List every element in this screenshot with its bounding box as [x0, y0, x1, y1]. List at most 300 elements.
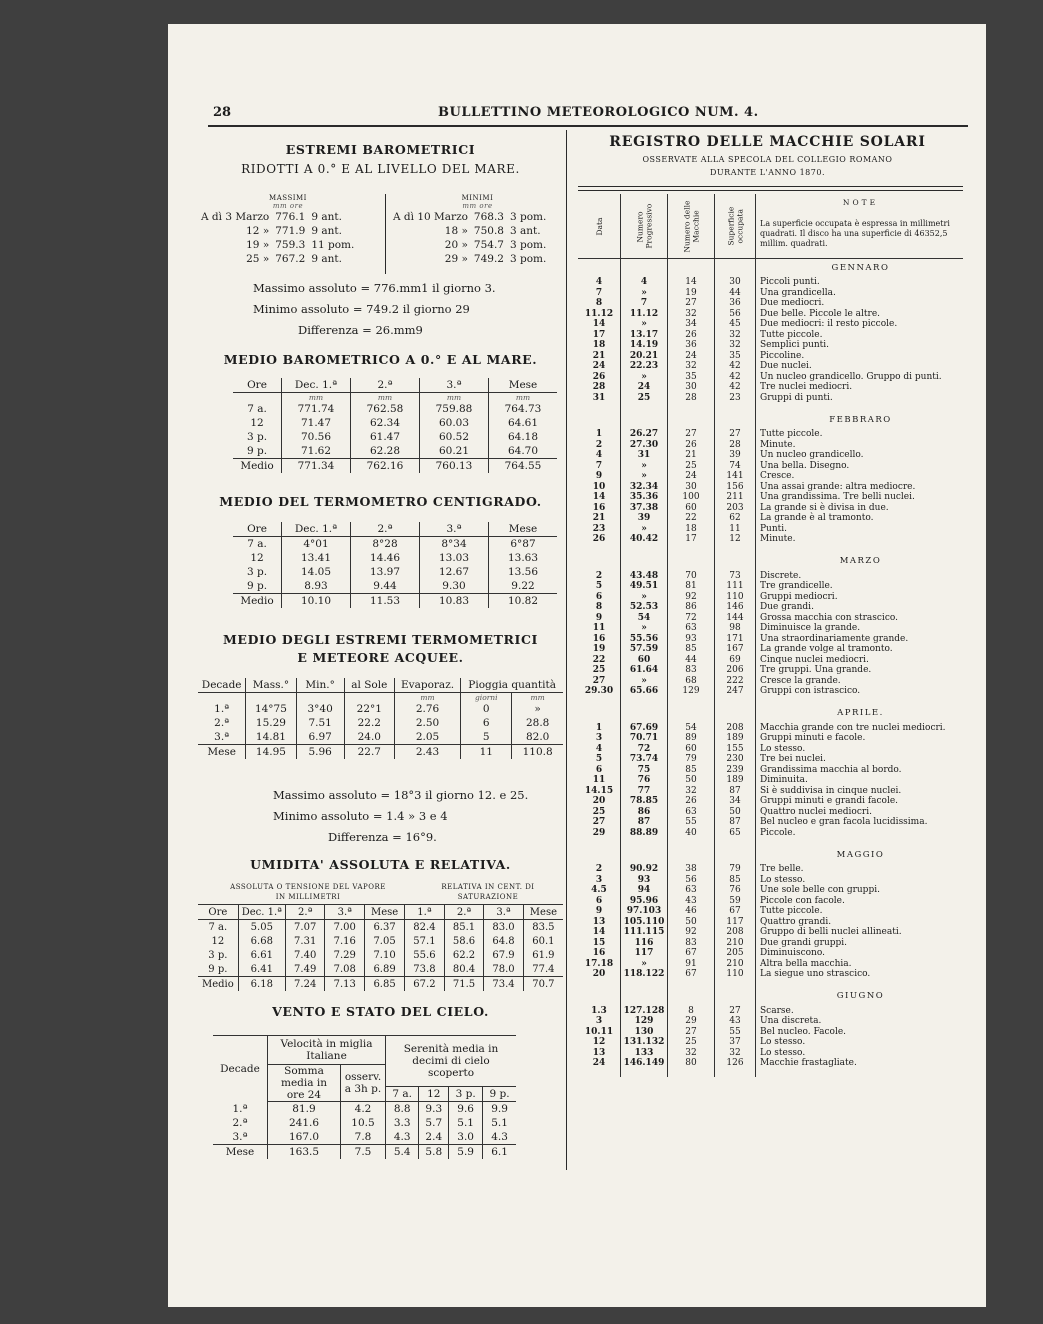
column-header: 2.ª: [351, 522, 420, 537]
unit-cell: mm: [420, 393, 489, 403]
table-cell: 62.2: [444, 948, 484, 962]
table-row: [578, 461, 963, 472]
spacer-cell: [578, 411, 621, 429]
table-cell: 4.2: [341, 1102, 386, 1117]
spacer-cell: [578, 980, 621, 988]
table-cell: 4.3: [483, 1130, 516, 1145]
table-cell: 7.31: [285, 934, 325, 948]
table-cell: »: [621, 471, 668, 482]
table-row: [578, 938, 963, 949]
table-row: [578, 613, 963, 624]
table-cell: 163.5: [268, 1145, 341, 1160]
table-row: [578, 429, 963, 440]
table-row: [578, 723, 963, 734]
table-cell: 203: [715, 503, 756, 514]
table-cell: Una straordinariamente grande.: [756, 634, 964, 645]
table-row: [233, 551, 557, 565]
unit-cell: mm: [394, 693, 460, 703]
table-row: [578, 298, 963, 309]
table-cell: 44: [715, 288, 756, 299]
extreme-day: 20 »: [444, 239, 468, 251]
table-cell: 65.66: [621, 686, 668, 697]
table-cell: »: [621, 319, 668, 330]
table-cell: 35: [715, 351, 756, 362]
table-cell: 11: [715, 524, 756, 535]
table-cell: Tre nuclei mediocri.: [756, 382, 964, 393]
table-cell: 20.21: [621, 351, 668, 362]
extreme-value: 776.1: [275, 211, 306, 223]
table-cell: 36: [715, 298, 756, 309]
spacer-cell: [715, 553, 756, 571]
table-cell: 141: [715, 471, 756, 482]
table-cell: 155: [715, 744, 756, 755]
table-cell: 83: [668, 938, 715, 949]
table-cell: 58.6: [444, 934, 484, 948]
table-cell: 29.30: [584, 686, 614, 696]
table-cell: 57.1: [405, 934, 445, 948]
spacer-cell: [578, 705, 621, 723]
table-row: [578, 665, 963, 676]
table-cell: 4: [621, 277, 668, 288]
table-cell: 7.51: [296, 716, 344, 730]
table-cell: 27: [668, 1027, 715, 1038]
table-cell: 9.22: [489, 579, 558, 594]
table-cell: 71.47: [282, 416, 351, 430]
table-cell: 34: [715, 796, 756, 807]
column-header: Mese: [489, 378, 558, 393]
column-header: Decade: [213, 1036, 268, 1102]
thermometer-mean-table: [233, 522, 557, 608]
table-cell: Medio: [198, 977, 238, 992]
table-cell: 63: [668, 885, 715, 896]
table-cell: 3: [595, 733, 603, 743]
extreme-hour: 3 pom.: [509, 211, 547, 223]
table-cell: 22.23: [621, 361, 668, 372]
table-cell: 5.4: [386, 1145, 419, 1160]
table-cell: 20: [592, 796, 606, 806]
table-cell: 7 a.: [247, 538, 267, 550]
table-row: [198, 716, 563, 730]
spacer-cell: [715, 411, 756, 429]
table-cell: 19: [668, 288, 715, 299]
table-cell: La grande si è divisa in due.: [756, 503, 964, 514]
spacer-cell: [715, 988, 756, 1006]
table-cell: 73: [715, 571, 756, 582]
table-cell: 3: [595, 1016, 603, 1026]
table-cell: 11.12: [584, 308, 614, 319]
table-cell: Diminuisce la grande.: [756, 623, 964, 634]
table-cell: 8°34: [420, 537, 489, 552]
table-cell: 6.68: [238, 934, 285, 948]
table-cell: 10.5: [341, 1116, 386, 1130]
table-cell: Scarse.: [756, 1006, 964, 1017]
column-header: Velocità in miglia Italiane: [268, 1036, 386, 1065]
extreme-hour: 9 ant.: [311, 253, 342, 265]
table-cell: 38: [668, 864, 715, 875]
table-row: [578, 382, 963, 393]
table-cell: 7.49: [285, 962, 325, 977]
barometric-extremes-subtitle: RIDOTTI A 0.° E AL LIVELLO DEL MARE.: [241, 162, 520, 176]
table-cell: 7.8: [341, 1130, 386, 1145]
column-header: 9 p.: [483, 1087, 516, 1102]
table-cell: Due mediocri: il resto piccole.: [756, 319, 964, 330]
table-cell: 82.4: [405, 920, 445, 935]
table-cell: Gruppi minuti e facole.: [756, 733, 964, 744]
table-row: [578, 602, 963, 613]
table-cell: 14.81: [246, 730, 296, 745]
table-row: [578, 765, 963, 776]
table-cell: 36: [668, 340, 715, 351]
table-cell: 117: [715, 917, 756, 928]
table-cell: 21: [592, 350, 606, 361]
gap-row: [578, 697, 963, 705]
table-row: [578, 623, 963, 634]
table-cell: 78.85: [621, 796, 668, 807]
table-row: [578, 634, 963, 645]
barometric-abs-min: Minimo assoluto = 749.2 il giorno 29: [253, 302, 470, 316]
min-label: MINIMI: [461, 194, 494, 202]
table-cell: Quattro nuclei mediocri.: [756, 807, 964, 818]
column-header: Dec. 1.ª: [282, 522, 351, 537]
table-cell: Tutte piccole.: [756, 429, 964, 440]
table-cell: 6.37: [365, 920, 405, 935]
table-cell: 87: [715, 786, 756, 797]
register-note: La superficie occupata è espressa in millimetri quadrati. Il disco ha una superficie di 46352,5 millim. quadrati.: [760, 218, 950, 248]
table-cell: 7 a.: [247, 403, 267, 415]
table-cell: 63: [668, 807, 715, 818]
table-cell: 6.61: [238, 948, 285, 962]
table-cell: 24.0: [344, 730, 394, 745]
table-cell: 2.43: [394, 745, 460, 760]
table-cell: 70: [668, 571, 715, 582]
month-row: [578, 988, 963, 1006]
column-header: Dec. 1.ª: [282, 378, 351, 393]
table-cell: 118.122: [621, 969, 668, 980]
bulletin-title: BULLETTINO METEOROLOGICO NUM. 4.: [438, 105, 759, 120]
table-cell: 28: [592, 382, 606, 392]
spacer-cell: [621, 980, 668, 988]
table-cell: 29: [668, 1016, 715, 1027]
table-cell: 111: [715, 581, 756, 592]
table-cell: 13.41: [282, 551, 351, 565]
table-row: [578, 351, 963, 362]
table-cell: 1.ª: [213, 1102, 268, 1117]
table-cell: 32.34: [621, 482, 668, 493]
table-row: [578, 309, 963, 320]
table-cell: 76: [715, 885, 756, 896]
barometric-max-block: [198, 194, 378, 266]
table-cell: Gruppi mediocri.: [756, 592, 964, 603]
barometric-mean-title: MEDIO BAROMETRICO A 0.° E AL MARE.: [223, 352, 538, 367]
table-cell: Medio: [233, 594, 282, 609]
column-header: NOTE La superficie occupata è espressa in millimetri quadrati. Il disco ha una superficie di 46352,5 millim. quadrati.: [756, 194, 964, 259]
column-header: 2.ª: [444, 905, 484, 920]
table-cell: 167.0: [268, 1130, 341, 1145]
table-cell: 11.12: [621, 309, 668, 320]
unit-cell: mm: [489, 393, 558, 403]
column-header: Mese: [365, 905, 405, 920]
table-cell: 63: [668, 623, 715, 634]
table-cell: 31: [621, 450, 668, 461]
spacer-cell: [668, 403, 715, 411]
spacer-cell: [578, 553, 621, 571]
table-row: [578, 917, 963, 928]
table-cell: 17: [668, 534, 715, 545]
table-cell: 2.ª: [213, 1116, 268, 1130]
table-cell: 210: [715, 959, 756, 970]
table-cell: 5.7: [419, 1116, 449, 1130]
table-cell: 14: [668, 277, 715, 288]
column-divider: [566, 130, 567, 1170]
table-cell: 28.8: [512, 716, 563, 730]
table-cell: 90.92: [621, 864, 668, 875]
extreme-day: 29 »: [444, 253, 468, 265]
spacer-cell: [756, 838, 964, 846]
table-cell: 9.9: [483, 1102, 516, 1117]
column-header: 3.ª: [420, 522, 489, 537]
column-header: Ore: [198, 905, 238, 920]
table-cell: 26: [668, 440, 715, 451]
table-cell: 7: [621, 298, 668, 309]
table-row: [578, 959, 963, 970]
spacer-cell: [668, 259, 715, 278]
table-cell: 6: [595, 895, 603, 906]
table-cell: 43: [668, 896, 715, 907]
gap-row: [578, 403, 963, 411]
table-cell: 189: [715, 733, 756, 744]
table-cell: 211: [715, 492, 756, 503]
table-cell: 12: [250, 552, 264, 564]
table-row: [578, 340, 963, 351]
table-cell: 5: [461, 730, 512, 745]
table-row: [390, 252, 549, 266]
table-cell: 8.93: [282, 579, 351, 594]
table-row: [578, 482, 963, 493]
table-cell: Minute.: [756, 440, 964, 451]
table-cell: 14°75: [246, 702, 296, 716]
table-cell: Una grandissima. Tre belli nuclei.: [756, 492, 964, 503]
table-row: [233, 537, 557, 552]
table-cell: 62: [715, 513, 756, 524]
table-cell: 3°40: [296, 702, 344, 716]
table-cell: Grossa macchia con strascico.: [756, 613, 964, 624]
table-cell: 27: [592, 675, 606, 686]
table-cell: 79: [668, 754, 715, 765]
table-cell: 156: [715, 482, 756, 493]
table-cell: »: [621, 288, 668, 299]
unit-cell: [344, 693, 394, 703]
table-cell: 54: [668, 723, 715, 734]
extreme-day: A dì 10 Marzo: [393, 211, 468, 223]
table-cell: 127.128: [621, 1006, 668, 1017]
extreme-value: 754.7: [473, 239, 504, 251]
table-cell: »: [621, 959, 668, 970]
table-cell: 25: [668, 461, 715, 472]
table-cell: 144: [715, 613, 756, 624]
unit-cell: [246, 693, 296, 703]
table-cell: 7.5: [341, 1145, 386, 1160]
table-cell: 23: [715, 393, 756, 404]
table-cell: 13.63: [489, 551, 558, 565]
spacer-cell: [668, 1069, 715, 1077]
table-cell: »: [621, 676, 668, 687]
barometric-mean-table: [233, 378, 557, 473]
table-cell: 14.95: [246, 745, 296, 760]
table-cell: 13.56: [489, 565, 558, 579]
column-header: 1.ª: [405, 905, 445, 920]
table-cell: 26: [592, 371, 606, 382]
table-cell: 210: [715, 938, 756, 949]
table-cell: 11.53: [351, 594, 420, 609]
table-cell: 43.48: [621, 571, 668, 582]
column-header: al Sole: [344, 678, 394, 693]
table-cell: »: [621, 372, 668, 383]
table-cell: 759.88: [420, 402, 489, 416]
table-row: [578, 450, 963, 461]
extreme-hour: 11 pom.: [311, 239, 355, 251]
table-cell: 189: [715, 775, 756, 786]
table-cell: 241.6: [268, 1116, 341, 1130]
table-cell: 88.89: [621, 828, 668, 839]
table-cell: 7.13: [325, 977, 365, 992]
table-row: [198, 210, 357, 224]
table-row: [578, 440, 963, 451]
table-cell: 110: [715, 969, 756, 980]
table-cell: 762.16: [351, 459, 420, 474]
table-cell: Lo stesso.: [756, 875, 964, 886]
table-row: [578, 733, 963, 744]
table-cell: 32: [668, 1048, 715, 1059]
table-cell: Due grandi.: [756, 602, 964, 613]
table-cell: 146: [715, 602, 756, 613]
table-cell: 94: [621, 885, 668, 896]
table-cell: 80: [668, 1058, 715, 1069]
table-cell: Due belle. Piccole le altre.: [756, 309, 964, 320]
table-row: [578, 513, 963, 524]
table-cell: 9: [595, 471, 603, 481]
spacer-cell: [621, 545, 668, 553]
table-cell: 27: [668, 429, 715, 440]
table-cell: 11: [592, 775, 606, 785]
month-row: [578, 705, 963, 723]
column-header: Ore: [233, 378, 282, 393]
table-row: [233, 416, 557, 430]
table-cell: 105.110: [621, 917, 668, 928]
table-cell: 73.4: [484, 977, 524, 992]
table-cell: 45: [715, 319, 756, 330]
table-row: [198, 238, 357, 252]
table-cell: 50: [668, 917, 715, 928]
table-cell: 7.24: [285, 977, 325, 992]
table-cell: 44: [668, 655, 715, 666]
table-cell: 72: [668, 613, 715, 624]
table-cell: Tre gruppi. Una grande.: [756, 665, 964, 676]
table-row: [578, 817, 963, 828]
spacer-cell: [578, 838, 621, 846]
table-cell: 92: [668, 927, 715, 938]
barometric-min-table: [390, 210, 549, 266]
extreme-day: 19 »: [246, 239, 270, 251]
table-cell: 7.07: [285, 920, 325, 935]
table-row: [578, 786, 963, 797]
thermometer-mean-title: MEDIO DEL TERMOMETRO CENTIGRADO.: [219, 494, 542, 509]
barometric-max-table: [198, 210, 357, 266]
table-cell: 27: [592, 817, 606, 827]
table-cell: 9.6: [449, 1102, 483, 1117]
table-row: [578, 744, 963, 755]
table-cell: Piccoline.: [756, 351, 964, 362]
table-row: [578, 906, 963, 917]
table-row: [578, 807, 963, 818]
table-row: [578, 361, 963, 372]
table-cell: 6.18: [238, 977, 285, 992]
column-header: Ore: [233, 522, 282, 537]
month-heading: GIUGNO: [756, 988, 964, 1006]
table-cell: 14.19: [621, 340, 668, 351]
table-cell: Due nuclei.: [756, 361, 964, 372]
wind-title: VENTO E STATO DEL CIELO.: [272, 1004, 489, 1019]
table-cell: Lo stesso.: [756, 1037, 964, 1048]
footer-row: [198, 977, 563, 992]
table-cell: 133: [621, 1048, 668, 1059]
table-cell: 7: [595, 287, 603, 298]
extreme-hour: 3 pom.: [509, 253, 547, 265]
barometric-extremes-title: ESTREMI BAROMETRICI: [285, 142, 476, 157]
column-header: 3.ª: [484, 905, 524, 920]
table-row: [578, 571, 963, 582]
table-cell: 30: [668, 382, 715, 393]
table-cell: 32: [668, 309, 715, 320]
table-cell: 14: [592, 492, 606, 502]
table-cell: 116: [621, 938, 668, 949]
table-cell: 764.73: [489, 402, 558, 416]
table-cell: 37.38: [621, 503, 668, 514]
table-cell: 24: [592, 1058, 606, 1068]
table-cell: 7.05: [365, 934, 405, 948]
table-row: [198, 702, 563, 716]
table-cell: Una grandicella.: [756, 288, 964, 299]
spacer-cell: [621, 697, 668, 705]
table-cell: 85.1: [444, 920, 484, 935]
table-cell: 70.71: [621, 733, 668, 744]
table-cell: 9.3: [419, 1102, 449, 1117]
extreme-value: 749.2: [473, 253, 504, 265]
table-cell: 93: [668, 634, 715, 645]
spacer-cell: [621, 403, 668, 411]
table-cell: Macchie frastagliate.: [756, 1058, 964, 1069]
table-cell: 14.46: [351, 551, 420, 565]
table-cell: 57.59: [621, 644, 668, 655]
table-cell: 764.55: [489, 459, 558, 474]
table-cell: 86: [621, 807, 668, 818]
column-header: 2.ª: [285, 905, 325, 920]
table-cell: 5.1: [449, 1116, 483, 1130]
spacer-cell: [715, 545, 756, 553]
table-cell: Mese: [213, 1145, 268, 1160]
table-cell: 26: [668, 330, 715, 341]
spacer-cell: [621, 411, 668, 429]
table-cell: 17.18: [584, 958, 614, 969]
table-cell: 55: [668, 817, 715, 828]
table-cell: La grande volge al tramonto.: [756, 644, 964, 655]
table-cell: 15.29: [246, 716, 296, 730]
table-cell: 43: [715, 1016, 756, 1027]
table-cell: 6.97: [296, 730, 344, 745]
table-cell: 2.05: [394, 730, 460, 745]
table-cell: 18: [592, 340, 606, 350]
table-row: [578, 754, 963, 765]
extreme-day: 12 »: [246, 225, 270, 237]
